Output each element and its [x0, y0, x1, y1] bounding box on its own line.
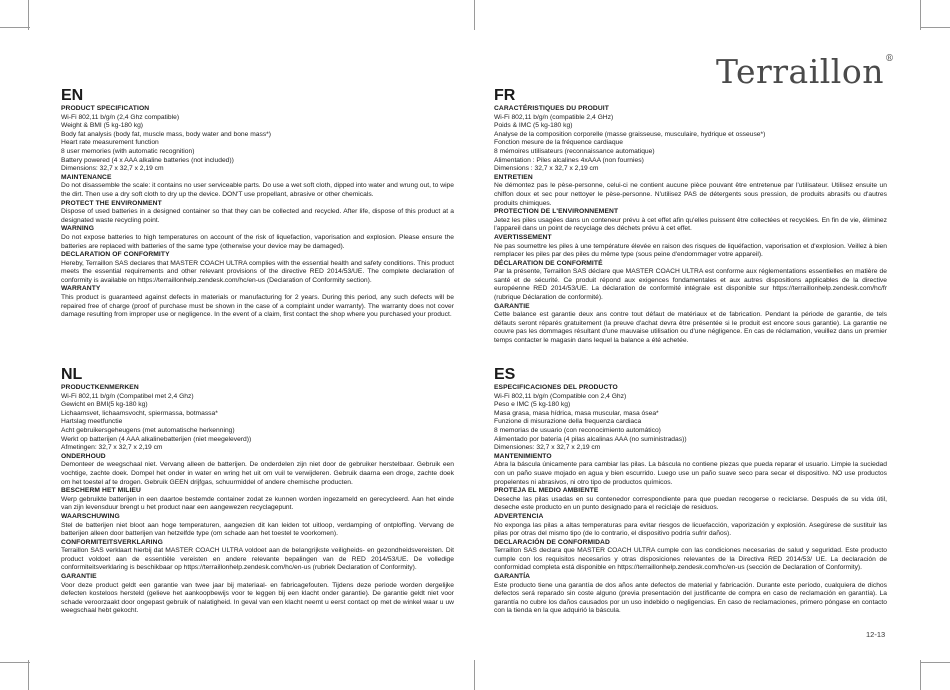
registered-mark: ®	[885, 54, 895, 64]
spec-line: 8 memorias de usuario (con reconocimiento automático)	[494, 426, 661, 434]
spec-line: Peso e IMC (5 kg-180 kg)	[494, 401, 571, 409]
declaration-text: Terraillon SAS verklaart hierbij dat MASTER COACH ULTRA voldoet aan de belangrijkste veiligheids- en gezondheidsvereisten. Dit product voldoet aan de essentiële vereisten en andere relevante bepalingen van de RED 2014/53/UE. De volledige conformiteitsverklaring is beschikbaar op https://terraillonhelp.zendesk.com/hc/en-us (rubriek Declaration of Conformity).	[61, 547, 454, 572]
spec-line: Hartslag meetfunctie	[61, 418, 123, 426]
environment-text: Werp gebruikte batterijen in een daartoe bestemde container zodat ze kunnen worden ingezameld en gerecycleerd. Aan het einde van zijn levensduur brengt u het product naar een aangewezen recyclagepunt.	[61, 495, 454, 512]
spec-line: Dimensions: 32,7 x 32,7 x 2,19 cm	[61, 165, 164, 173]
warranty-text: Este producto tiene una garantía de dos años ante defectos de material y fabricación. Durante este período, cualquiera de dichos defectos será reparado sin coste alguno (previa presentación del justificante de compra en caso de reclamación en garantía). La garantía no cubre los daños causados por un uso indebido o negligencias. En caso de reclamaciones, primero póngase en contacto con la tienda en la que adquirió la báscula.	[494, 581, 887, 615]
spec-line: 8 mémoires utilisateurs (reconnaissance automatique)	[494, 147, 655, 155]
environment-title: PROTECTION DE L'ENVIRONNEMENT	[494, 208, 619, 216]
spec-line: Funzione di misurazione della frequenza cardiaca	[494, 418, 642, 426]
spec-line: Poids & IMC (5 kg-180 kg)	[494, 122, 573, 130]
spec-title: PRODUCT SPECIFICATION	[61, 105, 150, 112]
brand-wordmark: Terraillon	[716, 52, 884, 91]
crop-mark	[474, 660, 475, 690]
spec-line: Wi-Fi 802,11 b/g/n (Compatibel met 2,4 Ghz)	[61, 392, 194, 400]
environment-title: PROTEJA EL MEDIO AMBIENTE	[494, 487, 599, 495]
declaration-text: Hereby, Terraillon SAS declares that MASTER COACH ULTRA complies with the essential health and safety conditions. This product meets the essential requirements and other relevant provisions of the directive RED 2014/53/UE. The complete declaration of conformity is available on https://terraillonhelp.zendesk.com/hc/en-us (Declaration of Conformity section).	[61, 259, 454, 284]
crop-mark	[920, 660, 921, 690]
warning-text: No exponga las pilas a altas temperaturas para evitar riesgos de licuefacción, vaporización y explosión. Asegúrese de sustituir las pilas por otras del mismo tipo (de lo contrario, el dispositivo podría sufrir daños).	[494, 521, 887, 538]
spec-line: Wi-Fi 802,11 b/g/n (compatible 2,4 GHz)	[494, 113, 614, 121]
declaration-title: DECLARATION OF CONFORMITY	[61, 251, 170, 259]
spec-title: CARACTÉRISTIQUES DU PRODUIT	[494, 105, 609, 112]
crop-mark	[920, 27, 950, 28]
maintenance-title: MANTENIMIENTO	[494, 452, 552, 460]
warranty-title: GARANTIE	[494, 302, 530, 310]
warranty-title: GARANTIE	[61, 573, 97, 581]
spec-line: Analyse de la composition corporelle (masse graisseuse, musculaire, hydrique et osseuse*)	[494, 130, 766, 138]
maintenance-title: ONDERHOUD	[61, 452, 106, 460]
spec-line: Fonction mesure de la fréquence cardiaque	[494, 139, 623, 147]
spec-line: Wi-Fi 802,11 b/g/n (2,4 Ghz compatible)	[61, 113, 180, 121]
spec-line: Heart rate measurement function	[61, 139, 159, 147]
environment-text: Dispose of used batteries in a designed container so that they can be collected and recycled. After life, dispose of this product at a designated waste recycling point.	[61, 208, 454, 224]
brand-logo	[716, 52, 894, 91]
declaration-text: Par la présente, Terraillon SAS déclare que MASTER COACH ULTRA est conforme aux réglementations essentielles en matière de santé et de sécurité. Ce produit répond aux exigences fondamentales et aux autres dispositions applicables de la directive européenne RED 2014/53/UE. La déclaration de conformité intégrale est disponible sur https://terraillonhelp.zendesk.com/hc/fr (rubrique Déclaration de conformité).	[494, 268, 887, 302]
page-number: 12-13	[866, 630, 886, 639]
crop-mark	[920, 662, 950, 663]
environment-title: PROTECT THE ENVIRONMENT	[61, 199, 162, 207]
spec-line: Weight & BMI (5 kg-180 kg)	[61, 122, 144, 130]
spec-line: Dimensions : 32,7 x 32,7 x 2,19 cm	[494, 165, 599, 173]
maintenance-text: Ne démontez pas le pèse-personne, celui-ci ne contient aucune pièce pouvant être entretenue par l'utilisateur. Utilisez ensuite un chiffon doux et sec pour nettoyer le pèse-personne. N'utilisez PAS de détergents sous pression, de produits abrasifs ou d'autres produits chimiques.	[494, 182, 887, 207]
spec-line: Alimentado por batería (4 pilas alcalinas AAA (no suministradas))	[494, 435, 687, 443]
maintenance-text: Do not disassemble the scale: it contains no user serviceable parts. Do use a wet soft cloth, dipped into water and wrung out, to wipe the dirt. Then use a dry soft cloth to dry up the device. DON'T use propellant, abrasive or other chemicals.	[61, 182, 454, 198]
warranty-text: Voor deze product geldt een garantie van twee jaar bij materiaal- en fabricagefouten. Tijdens deze periode worden dergelijke defecten kosteloos hersteld (gelieve het aankoopbewijs voor te leggen bij een klacht onder garantie). De garantie geldt niet voor schade veroorzaakt door ongepast gebruik of nalatigheid. In geval van een klacht neemt u eerst contact op met de winkel waar u uw weegschaal hebt gekocht.	[61, 581, 454, 615]
warning-title: WAARSCHUWING	[61, 512, 120, 520]
maintenance-text: Demonteer de weegschaal niet. Vervang alleen de batterijen. De onderdelen zijn niet door de gebruiker herstelbaar. Gebruik een vochtige, zachte doek. Dompel het onder in water en wring het uit om vuil te verwijderen. Gebruik daarna een droge, zachte doek om het toestel af te drogen. Gebruik GEEN drijfgas, schuurmiddel of andere chemische producten.	[61, 461, 454, 486]
spec-line: Battery powered (4 x AAA alkaline batteries (not included))	[61, 156, 234, 164]
spec-line: Body fat analysis (body fat, muscle mass, body water and bone mass*)	[61, 130, 272, 138]
warranty-title: WARRANTY	[61, 285, 101, 293]
spec-line: Acht gebruikersgeheugens (met automatische herkenning)	[61, 426, 235, 434]
spec-line: Dimensiones: 32,7 x 32,7 x 2,19 cm	[494, 444, 601, 452]
maintenance-title: MAINTENANCE	[61, 173, 112, 181]
warning-title: AVERTISSEMENT	[494, 233, 552, 241]
crop-mark	[474, 0, 475, 30]
section-fr	[494, 88, 887, 346]
spec-line: Gewicht en BMI(5 kg-180 kg)	[61, 401, 148, 409]
environment-text: Deseche las pilas usadas en su contenedor correspondiente para que puedan recogerse o reciclarse. Después de su vida útil, deseche este producto en un punto designado para el reciclaje de residuos.	[494, 495, 887, 512]
language-heading: ES	[494, 366, 516, 383]
crop-mark	[28, 660, 29, 690]
declaration-title: CONFORMITEITSVERKLARING	[61, 538, 163, 546]
maintenance-text: Abra la báscula únicamente para cambiar las pilas. La báscula no contiene piezas que pueda reparar el usuario. Limpie la suciedad con un paño suave mojado en agua y bien escurrido. Luego use un paño suave seco para secar el dispositivo. NO use productos propelentes ni abrasivos, ni otro tipo de productos químicos.	[494, 461, 887, 486]
section-nl	[61, 367, 454, 616]
spec-line: Afmetingen: 32,7 x 32,7 x 2,19 cm	[61, 444, 163, 452]
language-heading: NL	[61, 366, 83, 383]
declaration-title: DÉCLARATION DE CONFORMITÉ	[494, 259, 603, 267]
declaration-title: DECLARACIÓN DE CONFORMIDAD	[494, 538, 610, 546]
language-heading: FR	[494, 87, 516, 104]
spec-title: PRODUCTKENMERKEN	[61, 384, 139, 391]
spec-line: Wi-Fi 802,11 b/g/n (Compatible con 2,4 Ghz)	[494, 392, 627, 400]
language-heading: EN	[61, 87, 84, 104]
section-en	[61, 88, 454, 320]
environment-text: Jetez les piles usagées dans un conteneur prévu à cet effet afin qu'elles puissent être collectées et recyclées. En fin de vie, éliminez l'appareil dans un point de recyclage des déchets prévu à cet effet.	[494, 216, 887, 233]
warranty-title: GARANTÍA	[494, 573, 531, 581]
spec-line: Alimentation : Piles alcalines 4xAAA (non fournies)	[494, 156, 644, 164]
crop-mark	[28, 0, 29, 30]
spec-line: Lichaamsvet, lichaamsvocht, spiermassa, botmassa*	[61, 409, 218, 417]
crop-mark	[0, 27, 30, 28]
warning-title: WARNING	[61, 225, 95, 233]
crop-mark	[0, 662, 30, 663]
spec-title: ESPECIFICACIONES DEL PRODUCTO	[494, 384, 618, 391]
environment-title: BESCHERM HET MILIEU	[61, 487, 141, 495]
warranty-text: Cette balance est garantie deux ans contre tout défaut de matériaux et de fabrication. Pendant la période de garantie, de tels défauts seront réparés gratuitement (la preuve d'achat devra être présentée si le produit est encore sous garantie). La garantie ne couvre pas les dommages résultant d'une mauvaise utilisation ou d'une négligence. En cas de réclamation, veuillez dans un premier temps contacter le magasin dans lequel la balance a été achetée.	[494, 311, 887, 345]
warning-text: Do not expose batteries to high temperatures on account of the risk of liquefaction, vaporisation and explosion. Please ensure the batteries are replaced with batteries of the same type (otherwise your device may be damaged).	[61, 233, 454, 250]
warning-text: Ne pas soumettre les piles à une température élevée en raison des risques de liquéfaction, vaporisation et d'explosion. Veillez à bien remplacer les piles par des piles du même type (sous peine d'endommager votre appareil).	[494, 242, 887, 259]
section-es	[494, 367, 887, 616]
spec-line: 8 user memories (with automatic recognition)	[61, 147, 195, 155]
warning-text: Stel de batterijen niet bloot aan hoge temperaturen, aangezien dit kan leiden tot uitloop, verdamping of ontploffing. Vervang de batterijen alleen door batterijen van hetzelfde type (om schade aan het toestel te voorkomen).	[61, 521, 454, 538]
warning-title: ADVERTENCIA	[494, 512, 544, 520]
spec-line: Werkt op batterijen (4 AAA alkalinebatterijen (niet meegeleverd))	[61, 435, 252, 443]
maintenance-title: ENTRETIEN	[494, 173, 533, 181]
crop-mark	[920, 0, 921, 30]
spec-line: Masa grasa, masa hídrica, masa muscular, masa ósea*	[494, 409, 659, 417]
declaration-text: Terraillon SAS declara que MASTER COACH ULTRA cumple con las condiciones necesarias de salud y seguridad. Este producto cumple con los requisitos necesarios y otras disposiciones relevantes de la Directiva RED 2014/53/ UE. La declaración de conformidad completa está disponible en https://terraillonhelp.zendesk.com/hc/en-us (sección de Declaration of Conformity).	[494, 547, 887, 572]
warranty-text: This product is guaranteed against defects in materials or manufacturing for 2 years. During this period, any such defects will be repaired free of charge (proof of purchase must be shown in the case of a complaint under warranty). The warranty does not cover damage resulting from improper use or negligence. In the event of a claim, first contact the shop where you purchased your product.	[61, 294, 454, 319]
